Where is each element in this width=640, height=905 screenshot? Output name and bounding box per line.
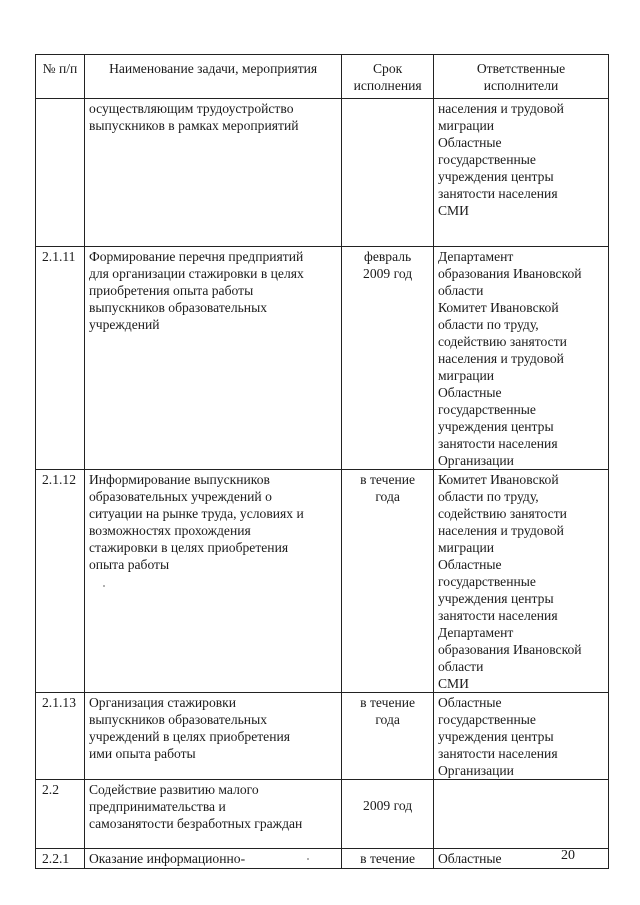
table-header-row — [36, 55, 609, 99]
row-name: осуществляющим трудоустройство выпускников в рамках мероприятий — [84, 99, 341, 247]
row-executors — [433, 780, 608, 849]
table-row — [36, 470, 609, 693]
page-number: 20 — [561, 848, 575, 863]
header-name: Наименование задачи, мероприятия — [84, 55, 341, 99]
row-term: февраль 2009 год — [342, 247, 434, 470]
row-name: Содействие развитию малого предпринимательства и самозанятости безработных граждан — [84, 780, 341, 849]
row-num: 2.1.12 — [36, 470, 85, 693]
table-row — [36, 693, 609, 780]
row-term: в течение — [342, 849, 434, 869]
table-row — [36, 849, 609, 869]
scan-speck — [103, 585, 105, 587]
row-term: 2009 год — [342, 780, 434, 849]
row-num: 2.1.11 — [36, 247, 85, 470]
row-term: в течение года — [342, 693, 434, 780]
row-executors: Областные — [433, 849, 608, 869]
row-term: в течение года — [342, 470, 434, 693]
row-num: 2.1.13 — [36, 693, 85, 780]
row-executors: Областные государственные учреждения центры занятости населения Организации — [433, 693, 608, 780]
row-name: Информирование выпускников образовательных учреждений о ситуации на рынке труда, условиях и возможностях прохождения стажировки в целях приобретения опыта работы — [84, 470, 341, 693]
table-row — [36, 780, 609, 849]
row-executors: населения и трудовой миграции Областные государственные учреждения центры занятости населения СМИ — [433, 99, 608, 247]
row-num: 2.2 — [36, 780, 85, 849]
row-executors: Комитет Ивановской области по труду, содействию занятости населения и трудовой миграции Областные государственные учреждения центры занятости населения Департамент образования Ивановской области СМИ — [433, 470, 608, 693]
plan-table — [35, 54, 609, 869]
row-name: Организация стажировки выпускников образовательных учреждений в целях приобретения ими опыта работы — [84, 693, 341, 780]
row-term — [342, 99, 434, 247]
row-name: Оказание информационно- — [84, 849, 341, 869]
header-term: Срок исполнения — [342, 55, 434, 99]
header-num: № п/п — [36, 55, 85, 99]
scan-speck — [307, 858, 309, 860]
table-row — [36, 247, 609, 470]
row-executors: Департамент образования Ивановской области Комитет Ивановской области по труду, содействию занятости населения и трудовой миграции Областные государственные учреждения центры занятости населения Организации — [433, 247, 608, 470]
row-name: Формирование перечня предприятий для организации стажировки в целях приобретения опыта работы выпускников образовательных учреждений — [84, 247, 341, 470]
header-executors: Ответственные исполнители — [433, 55, 608, 99]
table-row — [36, 99, 609, 247]
row-num — [36, 99, 85, 247]
row-num: 2.2.1 — [36, 849, 85, 869]
